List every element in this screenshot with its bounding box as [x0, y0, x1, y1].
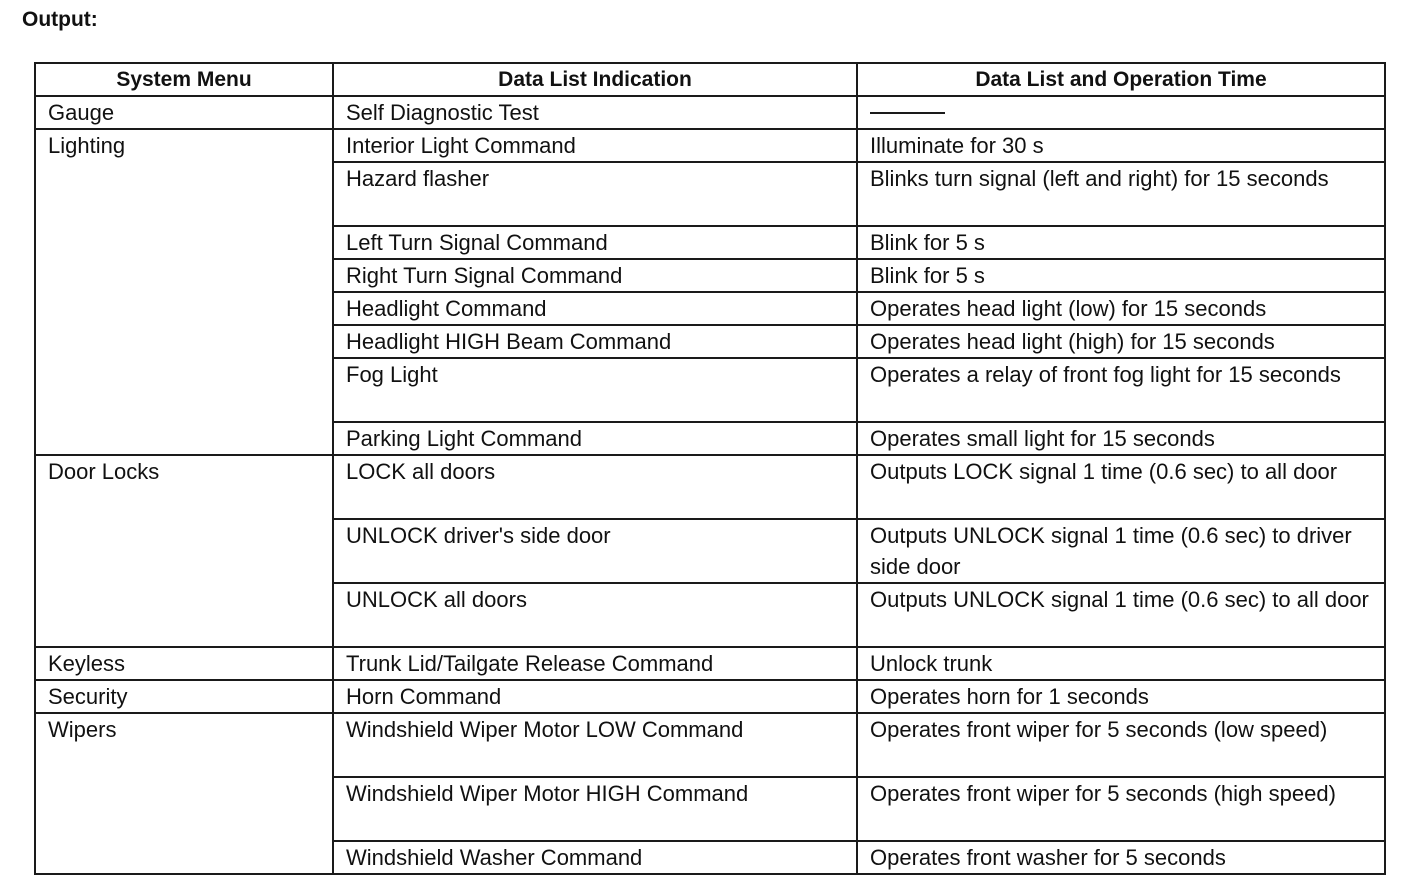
- system-menu-cell: Wipers: [35, 713, 333, 874]
- operation-cell: Operates a relay of front fog light for 15 seconds: [857, 358, 1385, 422]
- table-row: [35, 713, 1385, 777]
- operation-cell: Blink for 5 s: [857, 259, 1385, 292]
- header-row: [35, 63, 1385, 96]
- indication-cell: Left Turn Signal Command: [333, 226, 857, 259]
- operation-cell: Blinks turn signal (left and right) for 15 seconds: [857, 162, 1385, 226]
- operation-cell: Operates head light (high) for 15 seconds: [857, 325, 1385, 358]
- operation-cell: [857, 96, 1385, 129]
- system-menu-cell: Gauge: [35, 96, 333, 129]
- header-system-menu: System Menu: [35, 63, 333, 96]
- indication-cell: Headlight HIGH Beam Command: [333, 325, 857, 358]
- table-row: [35, 680, 1385, 713]
- operation-cell: Blink for 5 s: [857, 226, 1385, 259]
- table-row: [35, 96, 1385, 129]
- table-row: [35, 129, 1385, 162]
- not-applicable-dash: [870, 112, 945, 114]
- header-data-list-indication: Data List Indication: [333, 63, 857, 96]
- indication-cell: Windshield Wiper Motor HIGH Command: [333, 777, 857, 841]
- table-header: [35, 63, 1385, 96]
- page-heading: Output:: [22, 8, 98, 31]
- indication-cell: Hazard flasher: [333, 162, 857, 226]
- indication-cell: UNLOCK all doors: [333, 583, 857, 647]
- operation-cell: Operates horn for 1 seconds: [857, 680, 1385, 713]
- indication-cell: Headlight Command: [333, 292, 857, 325]
- output-table: [34, 62, 1386, 875]
- system-menu-cell: Door Locks: [35, 455, 333, 647]
- indication-cell: Horn Command: [333, 680, 857, 713]
- table-row: [35, 647, 1385, 680]
- table-row: [35, 455, 1385, 519]
- indication-cell: Right Turn Signal Command: [333, 259, 857, 292]
- operation-cell: Operates front wiper for 5 seconds (low speed): [857, 713, 1385, 777]
- header-operation-time: Data List and Operation Time: [857, 63, 1385, 96]
- indication-cell: Interior Light Command: [333, 129, 857, 162]
- indication-cell: Parking Light Command: [333, 422, 857, 455]
- indication-cell: Fog Light: [333, 358, 857, 422]
- operation-cell: Operates small light for 15 seconds: [857, 422, 1385, 455]
- indication-cell: Windshield Wiper Motor LOW Command: [333, 713, 857, 777]
- system-menu-cell: Security: [35, 680, 333, 713]
- indication-cell: UNLOCK driver's side door: [333, 519, 857, 583]
- operation-cell: Outputs UNLOCK signal 1 time (0.6 sec) to driver side door: [857, 519, 1385, 583]
- operation-cell: Outputs UNLOCK signal 1 time (0.6 sec) to all door: [857, 583, 1385, 647]
- indication-cell: LOCK all doors: [333, 455, 857, 519]
- operation-cell: Operates head light (low) for 15 seconds: [857, 292, 1385, 325]
- table-body: [35, 96, 1385, 874]
- system-menu-cell: Keyless: [35, 647, 333, 680]
- operation-cell: Operates front wiper for 5 seconds (high speed): [857, 777, 1385, 841]
- indication-cell: Windshield Washer Command: [333, 841, 857, 874]
- operation-cell: Operates front washer for 5 seconds: [857, 841, 1385, 874]
- operation-cell: Illuminate for 30 s: [857, 129, 1385, 162]
- operation-cell: Outputs LOCK signal 1 time (0.6 sec) to all door: [857, 455, 1385, 519]
- system-menu-cell: Lighting: [35, 129, 333, 455]
- indication-cell: Self Diagnostic Test: [333, 96, 857, 129]
- indication-cell: Trunk Lid/Tailgate Release Command: [333, 647, 857, 680]
- operation-cell: Unlock trunk: [857, 647, 1385, 680]
